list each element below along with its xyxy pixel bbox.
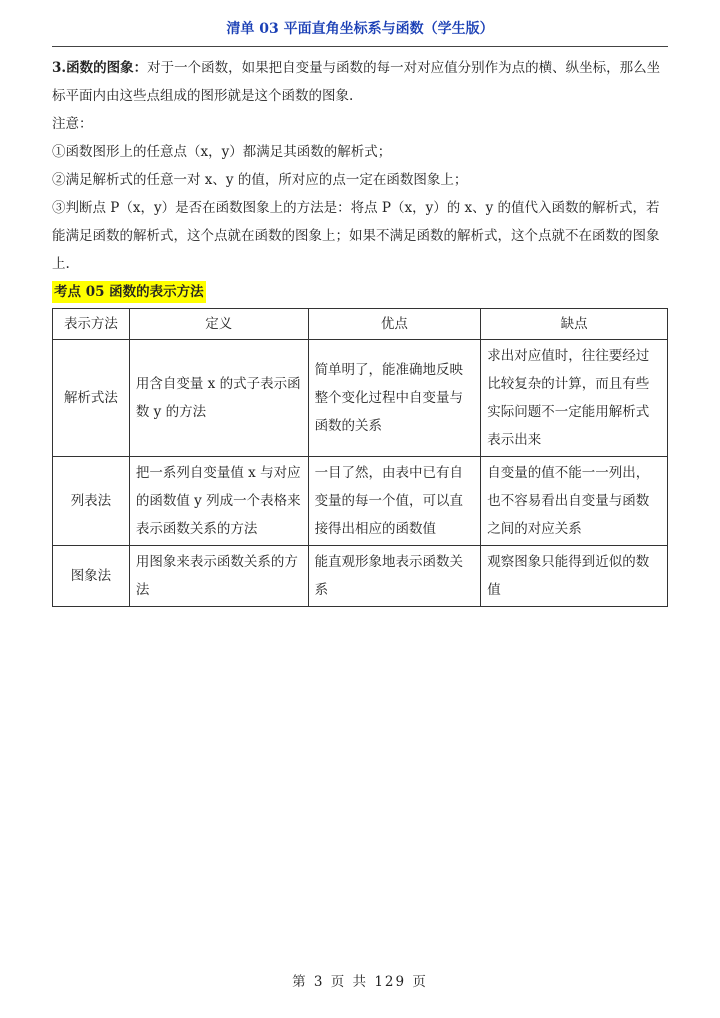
header-divider — [52, 46, 668, 47]
table-cell-advantage: 一目了然，由表中已有自变量的每一个值，可以直接得出相应的函数值 — [308, 457, 481, 546]
table-header-method: 表示方法 — [53, 309, 130, 340]
table-row — [53, 546, 668, 607]
kaodian-title: 考点 05 函数的表示方法 — [52, 281, 206, 303]
table-row — [53, 457, 668, 546]
section-paragraph — [52, 54, 670, 110]
page-content — [52, 54, 670, 607]
table-header-definition: 定义 — [129, 309, 308, 340]
representation-table — [52, 308, 668, 607]
table-header-row — [53, 309, 668, 340]
table-cell-disadvantage: 求出对应值时，往往要经过比较复杂的计算，而且有些实际问题不一定能用解析式表示出来 — [481, 340, 668, 457]
table-cell-method: 列表法 — [53, 457, 130, 546]
table-cell-disadvantage: 观察图象只能得到近似的数值 — [481, 546, 668, 607]
page-number: 第 3 页 共 129 页 — [292, 974, 428, 990]
section-intro: 对于一个函数，如果把自变量与函数的每一对对应值分别作为点的横、纵坐标，那么坐标平面内由这些点组成的图形就是这个函数的图象. — [52, 60, 661, 104]
note-label: 注意： — [52, 116, 93, 132]
note-item-3: ③判断点 P（x，y）是否在函数图象上的方法是：将点 P（x，y）的 x、y 的值代入函数的解析式，若能满足函数的解析式，这个点就在函数的图象上；如果不满足函数的解析式，这个点就不在函数的图象上. — [52, 200, 660, 272]
section-heading: 3.函数的图象： — [52, 60, 148, 76]
table-cell-disadvantage: 自变量的值不能一一列出，也不容易看出自变量与函数之间的对应关系 — [481, 457, 668, 546]
table-header-advantage: 优点 — [308, 309, 481, 340]
table-row — [53, 340, 668, 457]
note-item-1: ①函数图形上的任意点（x，y）都满足其函数的解析式； — [52, 144, 392, 160]
page-header-title: 清单 03 平面直角坐标系与函数（学生版） — [226, 21, 494, 37]
table-cell-definition: 用图象来表示函数关系的方法 — [129, 546, 308, 607]
table-cell-definition: 用含自变量 x 的式子表示函数 y 的方法 — [129, 340, 308, 457]
table-cell-method: 图象法 — [53, 546, 130, 607]
table-header-disadvantage: 缺点 — [481, 309, 668, 340]
table-cell-advantage: 能直观形象地表示函数关系 — [308, 546, 481, 607]
table-cell-advantage: 简单明了，能准确地反映整个变化过程中自变量与函数的关系 — [308, 340, 481, 457]
table-cell-definition: 把一系列自变量值 x 与对应的函数值 y 列成一个表格来表示函数关系的方法 — [129, 457, 308, 546]
note-item-2: ②满足解析式的任意一对 x、y 的值，所对应的点一定在函数图象上； — [52, 172, 468, 188]
table-cell-method: 解析式法 — [53, 340, 130, 457]
